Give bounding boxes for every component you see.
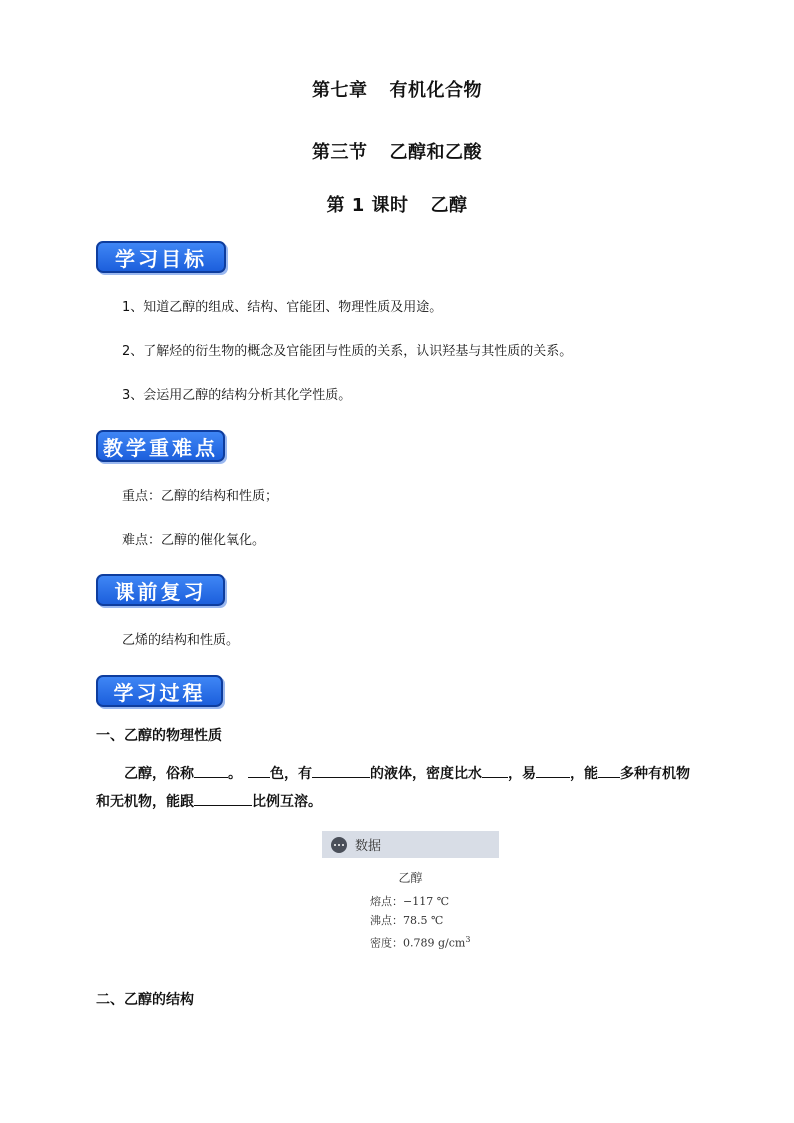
data-card-substance: 乙醇 [398, 871, 423, 885]
data-card [322, 831, 499, 955]
section-heading-structure: 二、乙醇的结构 [96, 992, 194, 1008]
section-number: 第三节 [312, 142, 368, 163]
section-name: 乙醇和乙酸 [389, 142, 482, 163]
blank-color[interactable] [248, 763, 270, 778]
data-card-density [370, 930, 499, 953]
blank-ratio[interactable] [194, 791, 252, 806]
fill-text: 乙醇，俗称 [124, 766, 194, 782]
data-card-header [322, 831, 499, 858]
fill-text: 。 [228, 766, 242, 782]
lesson-title [0, 191, 794, 217]
fill-text: ，能 [570, 766, 598, 782]
density-exponent: 3 [465, 935, 471, 944]
objective-3: 3、会运用乙醇的结构分析其化学性质。 [122, 388, 352, 403]
key-point-difficulty: 难点：乙醇的催化氧化。 [122, 533, 266, 548]
section-heading-physical: 一、乙醇的物理性质 [96, 728, 222, 744]
blank-volatile[interactable] [536, 763, 570, 778]
data-card-title: 数据 [355, 839, 382, 854]
blank-density[interactable] [482, 763, 508, 778]
key-point-focus: 重点：乙醇的结构和性质； [122, 489, 279, 504]
fill-text: 色，有 [270, 766, 312, 782]
data-card-melting-point: 熔点：−117 ℃ [370, 895, 450, 908]
density-value: 密度：0.789 g/cm [370, 936, 466, 950]
blank-dissolve[interactable] [598, 763, 620, 778]
chapter-number: 第七章 [312, 80, 368, 101]
chapter-title [0, 76, 794, 102]
badge-review: 课前复习 [96, 574, 225, 606]
chapter-name: 有机化合物 [389, 80, 482, 101]
blank-odor[interactable] [312, 763, 370, 778]
fill-text: ，易 [508, 766, 536, 782]
review-text: 乙烯的结构和性质。 [122, 633, 240, 648]
data-card-boiling-point: 沸点：78.5 ℃ [370, 914, 444, 927]
lesson-number: 第 1 课时 [326, 195, 409, 216]
fill-text: 的液体，密度比水 [370, 766, 482, 782]
objective-1: 1、知道乙醇的组成、结构、官能团、物理性质及用途。 [122, 300, 443, 315]
fill-text: 比例互溶。 [252, 794, 322, 810]
fill-in-paragraph [96, 760, 702, 816]
badge-objectives: 学习目标 [96, 241, 226, 273]
badge-process: 学习过程 [96, 675, 223, 707]
chat-bubble-icon [331, 837, 347, 853]
lesson-name: 乙醇 [430, 195, 468, 216]
section-title [0, 138, 794, 164]
objective-2: 2、了解烃的衍生物的概念及官能团与性质的关系，认识羟基与其性质的关系。 [122, 344, 573, 359]
blank-nickname[interactable] [194, 763, 228, 778]
fill-text: 多种有机物和无机物，能跟 [96, 766, 690, 810]
badge-key-points: 教学重难点 [96, 430, 225, 462]
